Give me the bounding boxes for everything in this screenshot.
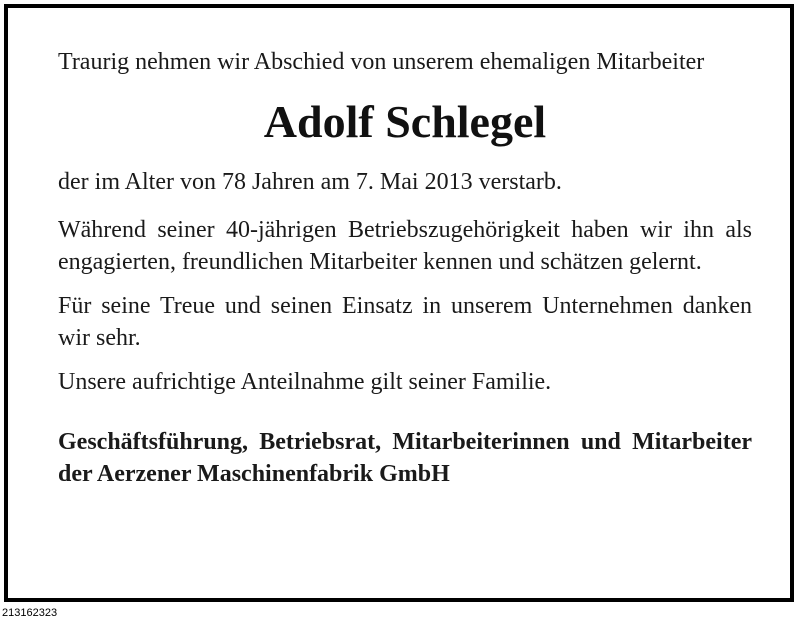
thanks-paragraph: Für seine Treue und seinen Einsatz in unserem Unternehmen danken wir sehr. <box>58 293 752 351</box>
age-date-line: der im Alter von 78 Jahren am 7. Mai 2013 verstarb. <box>58 169 562 195</box>
deceased-name: Adolf Schlegel <box>263 96 547 147</box>
obituary-notice <box>4 4 794 602</box>
condolence-paragraph: Unsere aufrichtige Anteilnahme gilt seiner Familie. <box>58 369 552 395</box>
intro-text: Traurig nehmen wir Abschied von unserem ehemaligen Mitarbeiter <box>58 49 705 75</box>
signature-block: Geschäftsführung, Betriebsrat, Mitarbeiterinnen und Mitarbeiter der Aerzener Maschinenfabrik GmbH <box>58 429 752 487</box>
reference-number: 213162323 <box>2 607 58 619</box>
tenure-paragraph: Während seiner 40-jährigen Betriebszugehörigkeit haben wir ihn als engagierten, freundlichen Mitarbeiter kennen und schätzen gelernt. <box>58 217 752 275</box>
notice-content <box>58 46 752 490</box>
